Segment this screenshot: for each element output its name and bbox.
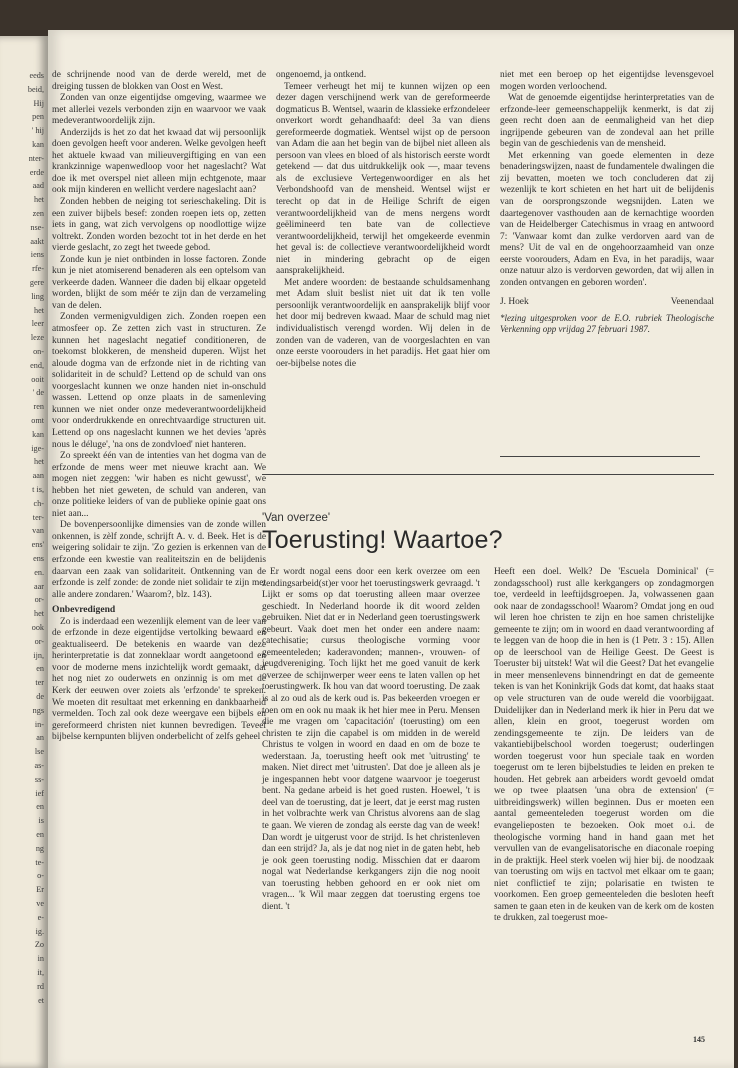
paragraph: Heeft een doel. Welk? De 'Escuela Dominical' (= zondagsschool) rust alle kerkgangers op zondagmorgen toe, verdeeld in leeftijdsgroepen. Ja, volwassenen gaan ook naar de zondagsschool! Waarom? Omdat jong en oud wil leren hoe christen te zijn en hoe samen christelijke gemeente te zijn; om in woord en daad verantwoording af te leggen van de hoop die in hen is (1 Petr. 3 : 15). Allen op de leerschool van de Heilige Geest. De Geest is Toeruster bij uitstek! Wat wil die Geest? Dat het evangelie in meer mensenlevens binnendringt en dat de gemeente teken is van het Koninkrijk Gods dat komt, dat haaks staat op vele structuren van de oude wereld die voorbijgaat. Duidelijker dan in Nederland merk ik hier in Peru dat we allen, klein en groot, toegerust worden om zendingsgemeente te zijn. De leiders van de vakantiebijbelschool worden toegerust; ouderlingen worden toegerust voor hun speciale taak en worden toegerust om te leren bijbelstudies te leiden en preken te houden. Het gebrek aan arbeiders wordt gevoeld omdat we op twee plaatsen 'una obra de extension' (= uitbreidingswerk) willen beginnen. Dus er moeten een aantal gemeenteleden toegerust worden om die evangelieposten te bezoeken. Ook moet o.i. de theologische vorming hand in hand gaan met het vervullen van de evangelisatorische en diaconale roeping in de praktijk. Heel sterk voelen wij hier bij. de noodzaak van toerusting om wijs en tactvol met elkaar om te gaan; niet conflictief te zijn; polarisatie en twisten te voorkomen. Een groep gemeenteleden die besloten heeft samen te gaan eten in de keuken van de kerk om de kosten te drukken, zal toegerust moe- xyxy=(494,567,714,924)
left-page-text-fragment: ter- xyxy=(32,512,44,522)
left-page-text-fragment: aad xyxy=(32,181,44,191)
left-page-text-fragment: pen xyxy=(32,112,44,122)
left-page-text-fragment: an xyxy=(36,733,44,743)
left-page-text-fragment: ng xyxy=(35,843,44,853)
column-1 xyxy=(52,70,266,744)
left-page-text-fragment: e- xyxy=(37,912,44,922)
paragraph: Wat de genoemde eigentijdse herinterpretaties van de erfzonde-leer gemeenschappelijk kenmerkt, is dat zij geen recht doen aan de eenmaligheid van het diep ingrijpende gebeuren van de zondeval aan het prille begin van de geschiedenis van de mensheid. xyxy=(500,93,714,150)
left-page-text-fragment: het xyxy=(33,609,44,619)
paragraph: Zonde kun je niet ontbinden in losse factoren. Zonde kun je niet atomiserend benaderen als een optelsom van verkeerde daden. Wanneer die daden bij elkaar opgeteld worden, blijkt de som méér te zijn dan de verzameling van de delen. xyxy=(52,254,266,311)
left-page-text-fragment: aakt xyxy=(30,236,44,246)
left-page-text-fragment: it, xyxy=(37,968,44,977)
left-page-text-fragment: Hij xyxy=(33,98,44,108)
paragraph: Zonden van onze eigentijdse omgeving, waarmee we met allerlei vezels verbonden zijn en waarvoor we vaak medeverantwoordelijk zijn. xyxy=(52,93,266,127)
left-page-text-fragment: o- xyxy=(37,871,44,881)
paragraph: Met andere woorden: de bestaande schuldsamenhang met Adam sluit beslist niet uit dat ik ten volle persoonlijk verantwoordelijk en aansprakelijk blijf voor het door mij bedreven kwaad. Maar de schuld mag niet individualistisch verengd worden. Wij delen in de zonden van de vaderen, van de voorgeslachten en van onze eerste voorouders in het paradijs. Het gaat hier om oer-bijbelse notes die xyxy=(276,277,490,369)
left-page-text-fragment: or- xyxy=(34,636,44,646)
left-page-text-fragment: omt xyxy=(31,416,44,425)
left-page-text-fragment: en xyxy=(36,664,44,674)
left-page-text-fragment: eeds xyxy=(29,71,44,80)
left-page-text-fragment: erde xyxy=(29,167,44,177)
left-page-text-fragment: kan xyxy=(32,140,44,149)
left-page-text-fragment: gere xyxy=(29,278,44,287)
column-2 xyxy=(276,70,490,370)
left-page-text-fragment: et xyxy=(38,995,44,1005)
left-page-text-fragment: end, xyxy=(30,360,44,370)
left-page-text-fragment: ooit xyxy=(31,374,44,384)
left-page-text-fragment: ngs xyxy=(32,705,44,715)
left-page-text-fragment: ook xyxy=(31,623,44,632)
paragraph: Zo spreekt één van de intenties van het dogma van de erfzonde de mens weer met nieuwe kracht aan. We mogen niet zeggen: 'wir haben es nicht gewusst', we hebben het niet geweten, de schuld van anderen, van onze politieke leiders of van de publieke opinie gaat ons niet aan... xyxy=(52,451,266,519)
paragraph: Er wordt nogal eens door een kerk overzee om een zendingsarbeid(st)er voor het toerustingswerk gevraagd. 't Lijkt er soms op dat toerusting alleen maar overzee geschiedt. In Nederland hoorde ik dit woord zelden gebruiken. Niet dat er in Nederland geen toerustingswerk gebeurt. Vaak doet men het onder een andere naam: catechisatie; cursus theologische vorming voor gemeenteleden; kaderavonden; mannen-, vrouwen- of jeugdvereniging. Toch lijkt het me goed vanuit de kerk overzee de schijnwerper weer eens te laten vallen op het toerustingwerk. Ik hou van dat woord toerusting. De zaak is al zo oud als de kerk oud is. Pas bekeerden vroegen er toen om en ook nu maak ik het hier mee in Peru. Mensen die me vragen om 'capacitación' (toerusting) om een christen te zijn die capabel is om midden in de wereld Christus te volgen in woord en daad en om de boze te wederstaan. Ja, toerusting heeft ook met 'uitrusting' te maken. Niet direct met 'uitrusten'. Dat doe je alleen als je je ingespannen hebt voor datgene waarvoor je toegerust bent. Na gedane arbeid is het goed rusten. Hoewel, 't is deel van de toerusting, dat je leert, dat je eerst mag rusten in het volbrachte werk van Christus alvorens aan de slag te gaan. We vieren de zondag als eerste dag van de week! Dan wordt je uitgerust voor de strijd. Is het christenleven dan een strijd? Ja, als je dat nog niet in de gaten hebt, heb je ook geen toerusting nodig. Misschien dat er daarom nogal wat Nederlandse kerkgangers zijn die nog nooit van toerusting hebben gehoord en er ook niet om vragen... 'k Wil maar zeggen dat toerusting ergens toe dient. 't xyxy=(262,567,480,912)
left-page-text-fragment: ren xyxy=(33,402,44,412)
left-page-text-fragment: de xyxy=(36,692,44,701)
left-page-text-fragment: nse- xyxy=(30,222,44,232)
left-page-text-fragment: Er xyxy=(36,885,44,895)
paragraph: De bovenpersoonlijke dimensies van de zonde willen onkennen, is zèlf zonde, schrijft A. v. d. Beek. Het is de weigering solidair te zijn. 'Zo gezien is erkennen van de erfzonde een kwestie van realiteitszin en de belijdenis daarvan een zaak van solidariteit. Ontkenning van de erfzonde is zelf zonde: de zonde niet solidair te zijn met alle andere zondaren.' Waarom?, blz. 143). xyxy=(52,520,266,600)
left-page-text-fragment: het xyxy=(33,305,44,315)
footnote: *lezing uitgesproken voor de E.O. rubriek Theologische Verkenning opp vrijdag 27 februari 1987. xyxy=(500,312,714,334)
left-page-text-fragment: ling xyxy=(31,291,44,301)
column-3-body xyxy=(500,70,714,289)
page-number: 145 xyxy=(693,1035,705,1044)
column-5 xyxy=(494,567,714,925)
left-page-text-fragment: het xyxy=(33,457,44,467)
signature xyxy=(500,297,714,309)
paragraph: Anderzijds is het zo dat het kwaad dat wij persoonlijk doen gevolgen heeft voor anderen. Welke gevolgen heeft het aktuele kwaad van milieuvergiftiging en van een krankzinnige wapenwedloop voor het nageslacht? Wat doe ik met overspel niet alleen mijn echtgenote, maar ook mijn kinderen en wellicht verdere nageslacht aan? xyxy=(52,127,266,196)
column-4 xyxy=(262,567,480,913)
left-page-text-fragment: rd xyxy=(37,981,44,991)
left-page-text-fragment: ief xyxy=(35,788,44,798)
left-page-text-fragment: rfe- xyxy=(32,264,44,274)
left-page-text-fragment: en xyxy=(36,830,44,839)
left-page-text-fragment: ijn, xyxy=(33,650,44,660)
paragraph: Temeer verheugt het mij te kunnen wijzen op een dezer dagen verschijnend werk van de gereformeerde dogmaticus B. Wentsel, waarin de klassieke erfzondeleer onverkort wordt gehandhaafd: deel 3a van diens gereformeerde dogmatiek. Wentsel wijst op de persoon van Adam die aan het begin van de bijbel niet alleen als persoon van vlees en bloed of als historisch eerste wordt getekend — dat dus uitdrukkelijk ook —, maar tevens als de exclusieve Vertegenwoordiger en als het Verbondshoofd van de mensheid. Wentsel wijst er terecht op dat in de Heilige Schrift de eigen verantwoordelijkheid van de mens nergens wordt geëlimineerd ten bate van de collectieve verantwoordelijkheid, terwijl het omgekeerde evenmin het geval is: de collectieve verantwoordelijkheid wordt niet in mindering gebracht op de eigen aansprakelijkheid. xyxy=(276,81,490,277)
article-headline: Toerusting! Waartoe? xyxy=(262,526,503,554)
left-page-text-fragment: ige- xyxy=(31,443,44,453)
left-page-text-fragment: Zo xyxy=(34,940,44,950)
left-page-text-fragment: iens xyxy=(30,250,44,260)
left-page-text-fragment: lse xyxy=(34,747,44,757)
left-page-text-fragment: in xyxy=(37,954,44,964)
left-page-text-fragment: aan xyxy=(32,471,44,481)
left-page-text-fragment: as- xyxy=(34,761,44,770)
subheading: Onbevredigend xyxy=(52,604,116,616)
left-page-text-fragment: ig. xyxy=(35,926,44,936)
paragraph: ongenoemd, ja ontkend. xyxy=(276,70,367,80)
left-page-text-fragment: is xyxy=(38,816,44,826)
left-page-text-fragment: in- xyxy=(34,719,44,729)
left-page-text-fragment: leze xyxy=(30,333,44,343)
column-3 xyxy=(500,70,714,335)
paragraph: de schrijnende nood van de derde wereld, met de dreiging tussen de blokken van Oost en West. xyxy=(52,70,266,92)
paragraph: Zonden vermenigvuldigen zich. Zonden roepen een atmosfeer op. Ze zetten zich vast in structuren. Ze kunnen het nageslacht negatief conditioneren, de toekomst blokkeren, de mensheid duperen. Wijst het aloude dogma van de erfzonde niet in de richting van solidariteit in de schuld? Lettend op de schuld van ons voorgeslacht kunnen we onze handen niet in-onschuld wassen. Lettend op onze plaats in de samenleving kunnen we niet onder onze medeverantwoordelijkheid voor onderdrukkende en onrechtvaardige structuren uit. Lettend op ons nageslacht kunnen we het devies 'après nous le déluge', 'na ons de zondvloed' niet hanteren. xyxy=(52,312,266,450)
left-page-text-fragment: van xyxy=(32,526,44,536)
left-page-text-fragment: ter xyxy=(35,678,44,688)
left-page-text-fragment: ' hij xyxy=(31,126,44,136)
left-page-text-fragment: ch- xyxy=(33,498,44,508)
left-page-text-fragment: nter- xyxy=(28,153,44,163)
left-page-text-fragment: kan xyxy=(32,429,44,439)
author-place: Veenendaal xyxy=(670,297,714,308)
section-kicker: 'Van overzee' xyxy=(262,512,331,524)
left-page-text-fragment: aar xyxy=(34,581,44,591)
left-page-text-fragment: zen xyxy=(32,209,44,218)
left-page-text-fragment: het xyxy=(33,195,44,205)
left-page-text-fragment: te- xyxy=(35,857,44,867)
left-page-text-fragment: on- xyxy=(33,347,44,356)
left-page-text-fragment: en. xyxy=(34,567,44,577)
column-rule xyxy=(500,456,700,457)
left-page-text-fragment: ' de xyxy=(32,388,44,398)
left-page-text-fragment: beid, xyxy=(27,84,44,94)
left-page-text-fragment: or- xyxy=(34,595,44,605)
left-page-text-fragment: t is, xyxy=(32,485,44,494)
left-page-text-fragment: ens xyxy=(33,554,44,563)
paragraph: Zo is inderdaad een wezenlijk element van de leer van de erfzonde in deze eigentijdse vertolking bewaard en geaktualiseerd. De betekenis en waarde van deze herinterpretatie is dat zonneklaar wordt aangetoond en voor de moderne mens inzichtelijk wordt gemaakt, dat het nog niet zo ouderwets en onzinnig is om met de Kerk der eeuwen over zoiets als 'erfzonde' te spreken. We moeten dit resultaat met erkenning en dankbaarheid vermelden. Toch zal ook deze weergave een bijbels en gereformeerd christen niet kunnen bevredigen. Teveel bijbelse kernpunten blijven onderbelicht of zelfs geheel xyxy=(52,616,266,743)
author-name: J. Hoek xyxy=(500,297,529,308)
left-page-fragment xyxy=(0,36,48,1068)
paragraph: niet met een beroep op het eigentijdse levensgevoel mogen worden verloochend. xyxy=(500,70,714,92)
article-divider xyxy=(262,474,714,475)
left-page-text-fragment: leer xyxy=(31,319,44,329)
left-page-text-fragment: ve xyxy=(36,899,44,908)
left-page-text-fragment: ss- xyxy=(34,774,44,784)
paragraph: Zonden hebben de neiging tot serieschakeling. Dit is een zuiver bijbels besef: zonden roepen iets op, zetten iets in gang, wat zich vervolgens op noodlottige wijze voltrekt. Zonden worden bezocht tot in het derde en het vierde geslacht, zo zegt het tweede gebod. xyxy=(52,197,266,254)
paragraph: Met erkenning van goede elementen in deze benaderingswijzen, naast de fundamentele dwalingen die zij bevatten, moeten we toch concluderen dat zij wezenlijk te kort schieten en het hart uit de belijdenis van de oorsprongszonde wegsnijden. Laten we daartegenover vasthouden aan de kernachtige woorden van de Heidelberger Catechismus in vraag en antwoord 7: 'Vanwaar komt dan zulke verdorven aard van de mens? Uit de val en de ongehoorzaamheid van onze eerste voorouders, Adam en Eva, in het paradijs, waar onze natuur alzo is verdorven geworden, dat wij allen in zonden ontvangen en geboren worden'. xyxy=(500,150,714,288)
magazine-page xyxy=(48,30,734,1068)
left-page-text-fragment: en xyxy=(36,802,44,812)
left-page-text-fragment: ens' xyxy=(31,540,44,550)
